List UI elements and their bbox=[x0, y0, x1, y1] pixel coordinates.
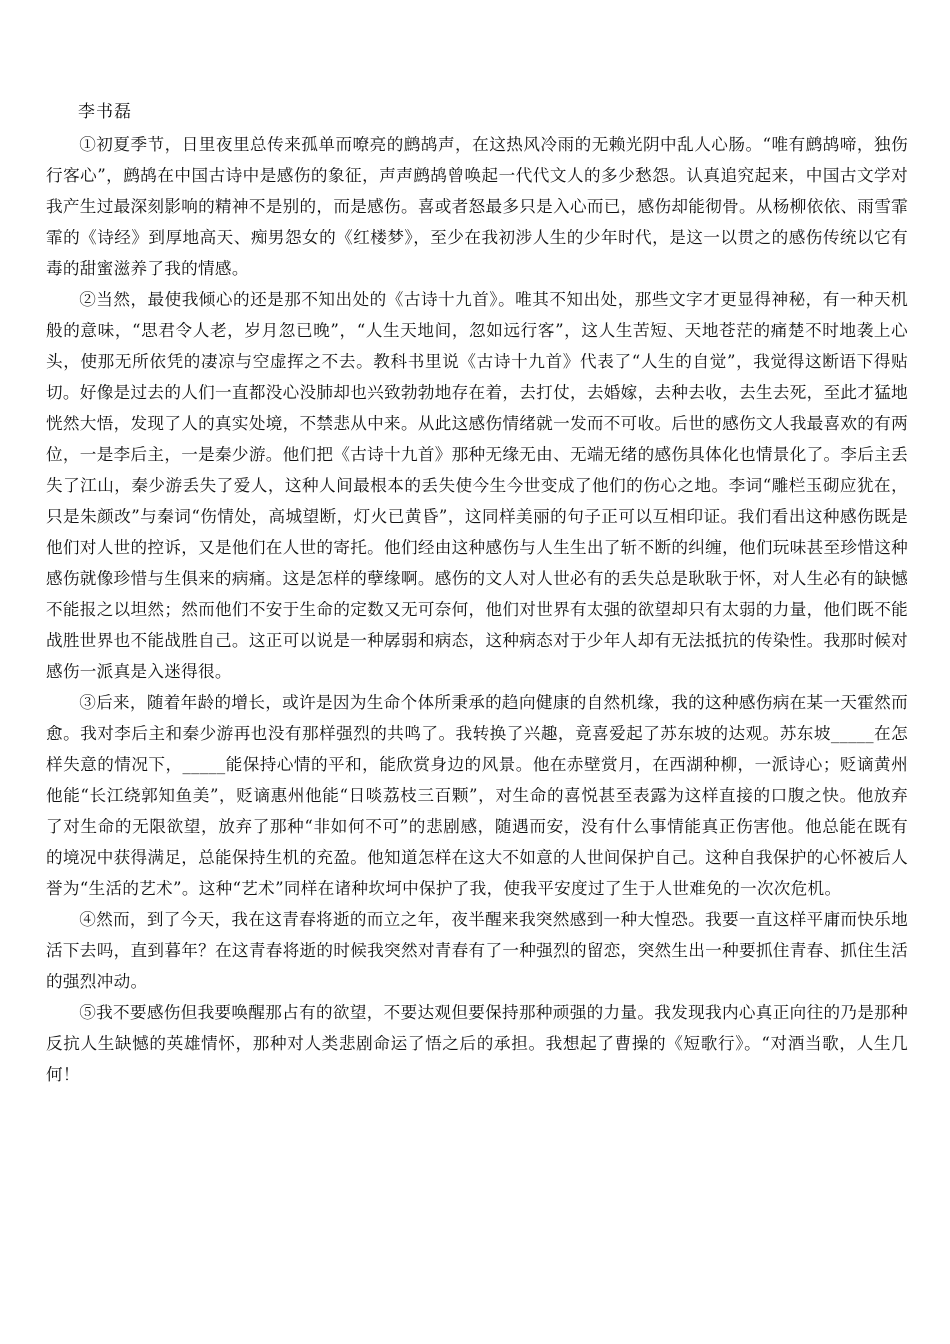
author-name: 李书磊 bbox=[78, 102, 132, 122]
paragraph-5: ⑤我不要感伤但我要唤醒那占有的欲望，不要达观但要保持那种顽强的力量。我发现我内心真正向往的乃是那种反抗人生缺憾的英雄情怀，那种对人类悲剧命运了悟之后的承担。我想起了曹操的《短歌行》。“对酒当歌，人生几何！ bbox=[46, 1003, 908, 1084]
paragraph-4: ④然而，到了今天，我在这青春将逝的而立之年，夜半醒来我突然感到一种大惶恐。我要一直这样平庸而快乐地活下去吗，直到暮年？在这青春将逝的时候我突然对青春有了一种强烈的留恋，突然生出一种要抓住青春、抓住生活的强烈冲动。 bbox=[46, 910, 908, 991]
paragraph-3: ③后来，随着年龄的增长，或许是因为生命个体所秉承的趋向健康的自然机缘，我的这种感伤病在某一天霍然而愈。我对李后主和秦少游再也没有那样强烈的共鸣了。我转换了兴趣，竟喜爱起了苏东坡的达观。苏东坡_____在怎样失意的情况下，_____能保持心情的平和，能欣赏身边的风景。他在赤壁赏月，在西湖种柳，一派诗心；贬谪黄州他能“长江绕郭知鱼美”，贬谪惠州他能“日啖荔枝三百颗”，对生命的喜悦甚至表露为这样直接的口腹之快。他放弃了对生命的无限欲望，放弃了那种“非如何不可”的悲剧感，随遇而安，没有什么事情能真正伤害他。他总能在既有的境况中获得满足，总能保持生机的充盈。他知道怎样在这大不如意的人世间保护自己。这种自我保护的心怀被后人誉为“生活的艺术”。这种“艺术”同样在诸种坎坷中保护了我，使我平安度过了生于人世难免的一次次危机。 bbox=[46, 693, 908, 898]
paragraph-2: ②当然，最使我倾心的还是那不知出处的《古诗十九首》。唯其不知出处，那些文字才更显得神秘，有一种天机般的意味，“思君令人老，岁月忽已晚”，“人生天地间，忽如远行客”，这人生苦短、天地苍茫的痛楚不时地袭上心头，使那无所依凭的凄凉与空虚挥之不去。教科书里说《古诗十九首》代表了“人生的自觉”，我觉得这断语下得贴切。好像是过去的人们一直都没心没肺却也兴致勃勃地存在着，去打仗，去婚嫁，去种去收，去生去死，至此才猛地恍然大悟，发现了人的真实处境，不禁悲从中来。从此这感伤情绪就一发而不可收。后世的感伤文人我最喜欢的有两位，一是李后主，一是秦少游。他们把《古诗十九首》那种无缘无由、无端无绪的感伤具体化也情景化了。李后主丢失了江山，秦少游丢失了爱人，这种人间最根本的丢失使今生今世变成了他们的伤心之地。李词“雕栏玉砌应犹在，只是朱颜改”与秦词“伤情处，高城望断，灯火已黄昏”，这同样美丽的句子正可以互相印证。我们看出这种感伤既是他们对人世的控诉，又是他们在人世的寄托。他们经由这种感伤与人生生出了斩不断的纠缠，他们玩味甚至珍惜这种感伤就像珍惜与生俱来的病痛。这是怎样的孽缘啊。感伤的文人对人世必有的丢失总是耿耿于怀，对人生必有的缺憾不能报之以坦然；然而他们不安于生命的定数又无可奈何，他们对世界有太强的欲望却只有太弱的力量，他们既不能战胜世界也不能战胜自己。这正可以说是一种孱弱和病态，这种病态对于少年人却有无法抵抗的传染性。我那时候对感伤一派真是入迷得很。 bbox=[46, 290, 908, 681]
paragraph-1: ①初夏季节，日里夜里总传来孤单而嘹亮的鹧鸪声，在这热风冷雨的无赖光阴中乱人心肠。“唯有鹧鸪啼，独伤行客心”，鹧鸪在中国古诗中是感伤的象征，声声鹧鸪曾唤起一代代文人的多少愁怨。认真追究起来，中国古文学对我产生过最深刻影响的精神不是别的，而是感伤。喜或者怒最多只是入心而已，感伤却能彻骨。从杨柳依依、雨雪霏霏的《诗经》到厚地高天、痴男怨女的《红楼梦》，至少在我初涉人生的少年时代，是这一以贯之的感伤传统以它有毒的甜蜜滋养了我的情感。 bbox=[46, 135, 908, 278]
article-body bbox=[46, 129, 908, 1090]
